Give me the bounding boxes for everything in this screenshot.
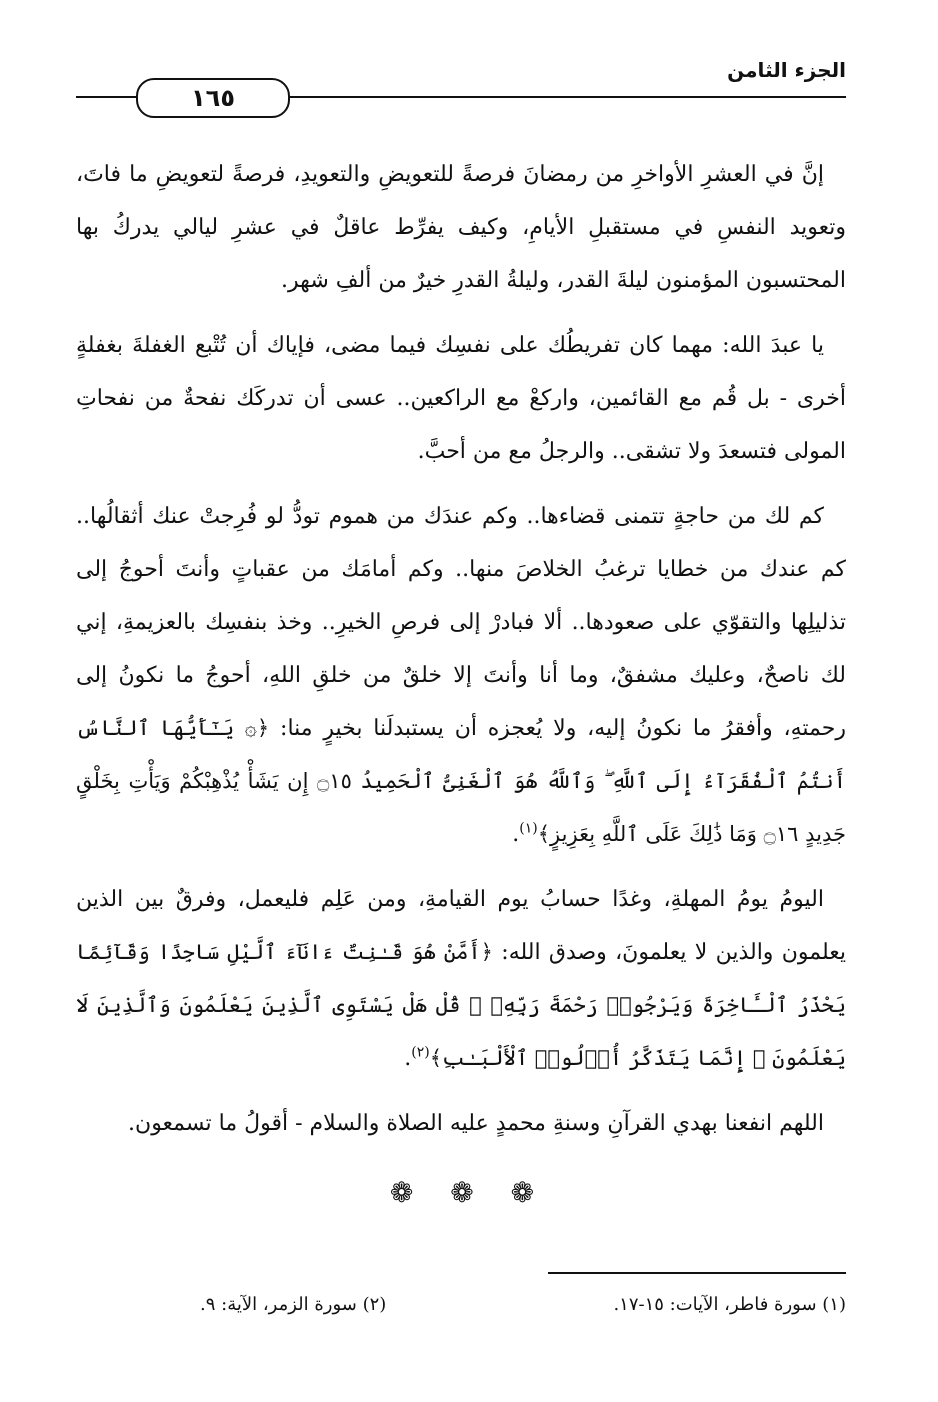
ornament-divider: ❁ ❁ ❁: [389, 1176, 549, 1209]
footnote-2: (٢) سورة الزمر، الآية: ٩.: [200, 1294, 387, 1315]
paragraph-text-end: .: [512, 822, 520, 847]
paragraph-text-end: .: [404, 1046, 412, 1071]
paragraph: [76, 873, 846, 1085]
page-header: [76, 56, 846, 116]
body-text: [76, 148, 846, 1150]
paragraph: [76, 319, 846, 478]
running-title: الجزء الثامن: [727, 58, 846, 82]
footnotes: [200, 1290, 846, 1320]
paragraph-text: اللهم انفعنا بهدي القرآنِ وسنةِ محمدٍ عليه الصلاة والسلام - أقولُ ما تسمعون.: [128, 1111, 824, 1136]
footnote-ref: (٢): [411, 1044, 430, 1061]
paragraph-text: إنَّ في العشرِ الأواخرِ من رمضانَ فرصةً للتعويضِ والتعويدِ، فرصةً لتعويضِ ما فاتَ، وتعويد النفسِ في مستقبلِ الأيامِ، وكيف يفرِّط عاقلٌ في عشرِ ليالي يدركُ بها المحتسبون المؤمنون ليلةَ القدر، وليلةُ القدرِ خيرٌ من ألفِ شهر.: [76, 162, 846, 293]
paragraph-text: يا عبدَ الله: مهما كان تفريطُك على نفسِك فيما مضى، فإياك أن تُتْبع الغفلةَ بغفلةٍ أخرى - بل قُم مع القائمين، واركعْ مع الراكعين.. عسى أن تدركَك نفحةٌ من نفحاتِ المولى فتسعدَ ولا تشقى.. والرجلُ مع من أحبَّ.: [76, 333, 846, 464]
paragraph: [76, 490, 846, 861]
quran-verse: ﴿أَمَّنْ هُوَ قَـٰنِتٌ ءَانَآءَ ٱلَّيْلِ سَاجِدًا وَقَآئِمًا يَحْذَرُ ٱلْـَٔاخِرَةَ وَيَرْجُوا۟ رَحْمَةَ رَبِّهِۦ ۗ قُلْ هَلْ يَسْتَوِى ٱلَّذِينَ يَعْلَمُونَ وَٱلَّذِينَ لَا يَعْلَمُونَ ۗ إِنَّمَا يَتَذَكَّرُ أُو۟لُوا۟ ٱلْأَلْبَـٰبِ﴾: [76, 940, 846, 1070]
footnote-1: (١) سورة فاطر، الآيات: ١٥-١٧.: [613, 1294, 846, 1315]
footnote-rule: [548, 1272, 846, 1274]
quran-verse: ﴿۞ يَـٰٓأَيُّهَا ٱلنَّاسُ أَنتُمُ ٱلْفُقَرَآءُ إِلَى ٱللَّهِ ۖ وَٱللَّهُ هُوَ ٱلْغَنِىُّ ٱلْحَمِيدُ ۝١٥ إِن يَشَأْ يُذْهِبْكُمْ وَيَأْتِ بِخَلْقٍ جَدِيدٍ ۝١٦ وَمَا ذَٰلِكَ عَلَى ٱللَّهِ بِعَزِيزٍ﴾: [76, 716, 847, 846]
paragraph-text: اليومُ يومُ المهلةِ، وغدًا حسابُ يوم القيامةِ، ومن عَلِم فليعمل، وفرقٌ بين الذين يعلمون والذين لا يعلمونَ، وصدق الله:: [76, 887, 846, 965]
page-number: ١٦٥: [136, 78, 290, 118]
paragraph: [76, 1097, 846, 1150]
paragraph-text: كم لك من حاجةٍ تتمنى قضاءها.. وكم عندَك من هموم تودُّ لو فُرِجتْ عنك أثقالُها.. كم عندك من خطايا ترغبُ الخلاصَ منها.. وكم أمامَك من عقباتٍ وأنتَ أحوجُ إلى تذليلِها والتقوّي على صعودها.. ألا فبادرْ إلى فرصِ الخيرِ.. وخذ بنفسِك بالعزيمةِ، إني لك ناصحٌ، وعليك مشفقٌ، وما أنا وأنتَ إلا خلقٌ من خلقِ اللهِ، أحوجُ ما نكونُ إلى رحمتهِ، وأفقرُ ما نكونُ إليه، ولا يُعجزه أن يستبدلَنا بخيرٍ منا:: [76, 504, 846, 741]
footnote-ref: (١): [519, 820, 538, 837]
paragraph: [76, 148, 846, 307]
